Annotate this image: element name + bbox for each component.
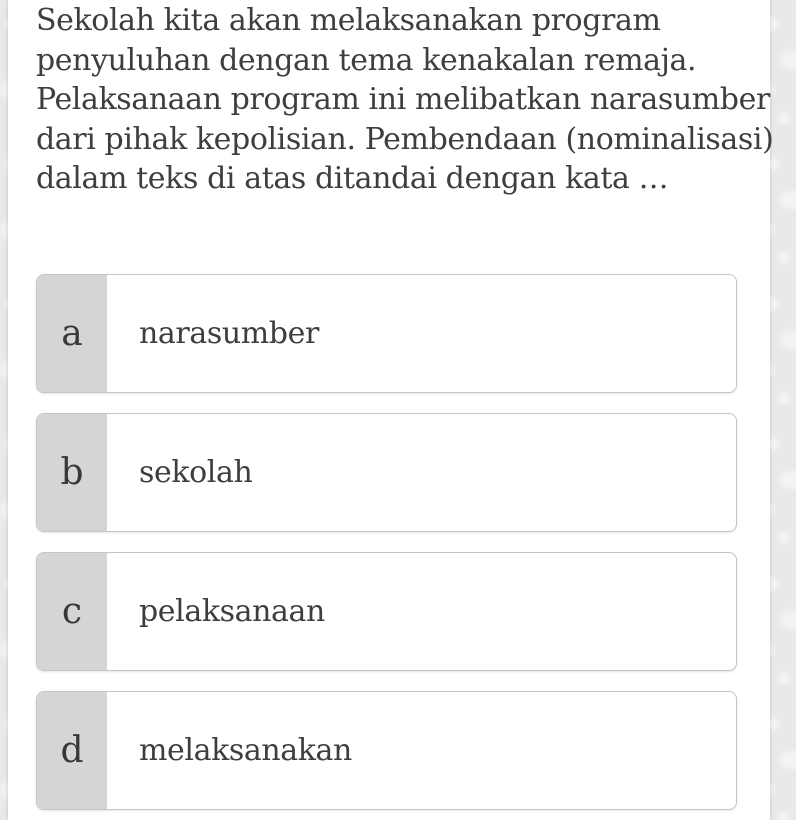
- question-line: dari pihak kepolisian. Pembendaan (nominalisasi): [36, 121, 774, 157]
- question-line: Sekolah kita akan melaksanakan program: [36, 3, 661, 38]
- option-letter-badge: b: [37, 414, 107, 531]
- option-a[interactable]: [36, 274, 737, 393]
- option-c[interactable]: [36, 552, 737, 671]
- question-text: [36, 0, 774, 199]
- question-line: dalam teks di atas ditandai dengan kata …: [36, 161, 669, 196]
- option-text: sekolah: [139, 454, 253, 490]
- option-letter-badge: c: [37, 553, 107, 670]
- option-letter-badge: d: [37, 692, 107, 809]
- option-text: pelaksanaan: [139, 593, 325, 629]
- option-b[interactable]: [36, 413, 737, 532]
- question-card: [8, 0, 774, 820]
- option-letter-badge: a: [37, 275, 107, 392]
- option-text: melaksanakan: [139, 732, 352, 768]
- option-d[interactable]: [36, 691, 737, 810]
- options-list: [36, 274, 737, 810]
- question-line: penyuluhan dengan tema kenakalan remaja.: [36, 42, 697, 78]
- option-text: narasumber: [139, 315, 319, 351]
- question-line: Pelaksanaan program ini melibatkan narasumber: [36, 82, 770, 117]
